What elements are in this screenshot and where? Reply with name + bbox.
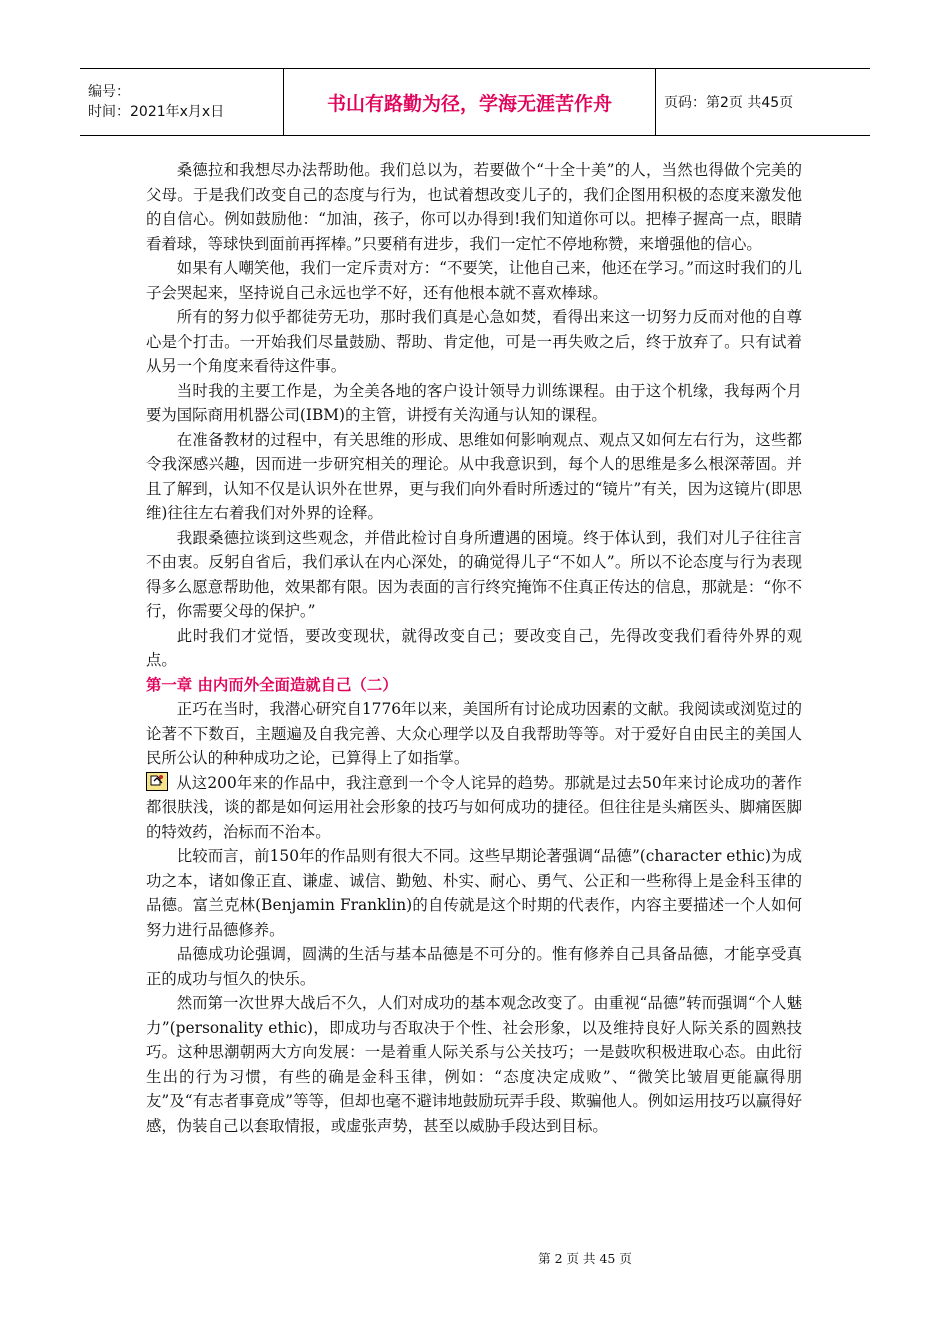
document-header (80, 68, 870, 136)
paragraph: 桑德拉和我想尽办法帮助他。我们总以为，若要做个“十全十美”的人，当然也得做个完美的父母。于是我们改变自己的态度与行为，也试着想改变儿子的，我们企图用积极的态度来激发他的自信心。例如鼓励他：“加油，孩子，你可以办得到!我们知道你可以。把棒子握高一点，眼睛看着球，等球快到面前再挥棒。”只要稍有进步，我们一定忙不停地称赞，来增强他的信心。 (146, 161, 802, 253)
paragraph: 当时我的主要工作是，为全美各地的客户设计领导力训练课程。由于这个机缘，我每两个月要为国际商用机器公司(IBM)的主管，讲授有关沟通与认知的课程。 (146, 381, 802, 424)
paragraph: 在准备教材的过程中，有关思维的形成、思维如何影响观点、观点又如何左右行为，这些都令我深感兴趣，因而进一步研究相关的理论。从中我意识到，每个人的思维是多么根深蒂固。并且了解到，认知不仅是认识外在世界，更与我们向外看时所透过的“镜片”有关，因为这镜片(即思维)往往左右着我们对外界的诠释。 (146, 430, 802, 522)
paragraph: 如果有人嘲笑他，我们一定斥责对方：“不要笑，让他自己来，他还在学习。”而这时我们的儿子会哭起来，坚持说自己永远也学不好，还有他根本就不喜欢棒球。 (146, 259, 802, 302)
page-footer (0, 1249, 950, 1267)
motto-text: 书山有路勤为径，学海无涯苦作舟 (326, 92, 612, 115)
comment-note-icon[interactable] (146, 772, 168, 791)
footer-page-number: 第 2 页 共 45 页 (538, 1251, 632, 1266)
paragraph: 然而第一次世界大战后不久，人们对成功的基本观念改变了。由重视“品德”转而强调“个人魅力”(personality ethic)，即成功与否取决于个性、社会形象，以及维持良好人际关系的圆熟技巧。这种思潮朝两大方向发展：一是着重人际关系与公关技巧；一是鼓吹积极进取心态。由此衍生出的行为习惯，有些的确是金科玉律，例如：“态度决定成败”、“微笑比皱眉更能赢得朋友”及“有志者事竟成”等等，但却也毫不避讳地鼓励玩弄手段、欺骗他人。例如运用技巧以赢得好感，伪装自己以套取情报，或虚张声势，甚至以威胁手段达到目标。 (146, 994, 802, 1135)
paragraph-text: 从这200年来的作品中，我注意到一个令人诧异的趋势。那就是过去50年来讨论成功的著作都很肤浅，谈的都是如何运用社会形象的技巧与如何成功的捷径。但往往是头痛医头、脚痛医脚的特效药，治标而不治本。 (146, 773, 802, 841)
header-page-info (656, 69, 870, 135)
paragraph: 比较而言，前150年的作品则有很大不同。这些早期论著强调“品德”(character ethic)为成功之本，诸如像正直、谦虚、诚信、勤勉、朴实、耐心、勇气、公正和一些称得上是金科玉律的品德。富兰克林(Benjamin Franklin)的自传就是这个时期的代表作，内容主要描述一个人如何努力进行品德修养。 (146, 847, 802, 939)
page-info-text: 页码：第2页 共45页 (664, 95, 794, 111)
header-meta (80, 69, 284, 135)
paragraph: 品德成功论强调，圆满的生活与基本品德是不可分的。惟有修养自己具备品德，才能享受真正的成功与恒久的快乐。 (146, 945, 802, 988)
paragraph: 所有的努力似乎都徒劳无功，那时我们真是心急如焚，看得出来这一切努力反而对他的自尊心是个打击。一开始我们尽量鼓励、帮助、肯定他，可是一再失败之后，终于放弃了。只有试着从另一个角度来看待这件事。 (146, 308, 802, 375)
paragraph: 正巧在当时，我潜心研究自1776年以来，美国所有讨论成功因素的文献。我阅读或浏览过的论著不下数百，主题遍及自我完善、大众心理学以及自我帮助等等。对于爱好自由民主的美国人民所公认的种种成功之论，已算得上了如指掌。 (146, 700, 802, 767)
date-label: 时间：2021年x月x日 (88, 104, 225, 120)
header-motto (284, 69, 656, 135)
number-label: 编号： (88, 84, 130, 100)
paragraph-with-note (146, 771, 802, 845)
section-title: 第一章 由内而外全面造就自己（二） (146, 675, 398, 694)
paragraph: 我跟桑德拉谈到这些观念，并借此检讨自身所遭遇的困境。终于体认到，我们对儿子往往言不由衷。反躬自省后，我们承认在内心深处，的确觉得儿子“不如人”。所以不论态度与行为表现得多么愿意帮助他，效果都有限。因为表面的言行终究掩饰不住真正传达的信息，那就是：“你不行，你需要父母的保护。” (146, 528, 802, 620)
document-body (146, 158, 802, 1138)
paragraph: 此时我们才觉悟，要改变现状，就得改变自己；要改变自己，先得改变我们看待外界的观点。 (146, 626, 802, 669)
